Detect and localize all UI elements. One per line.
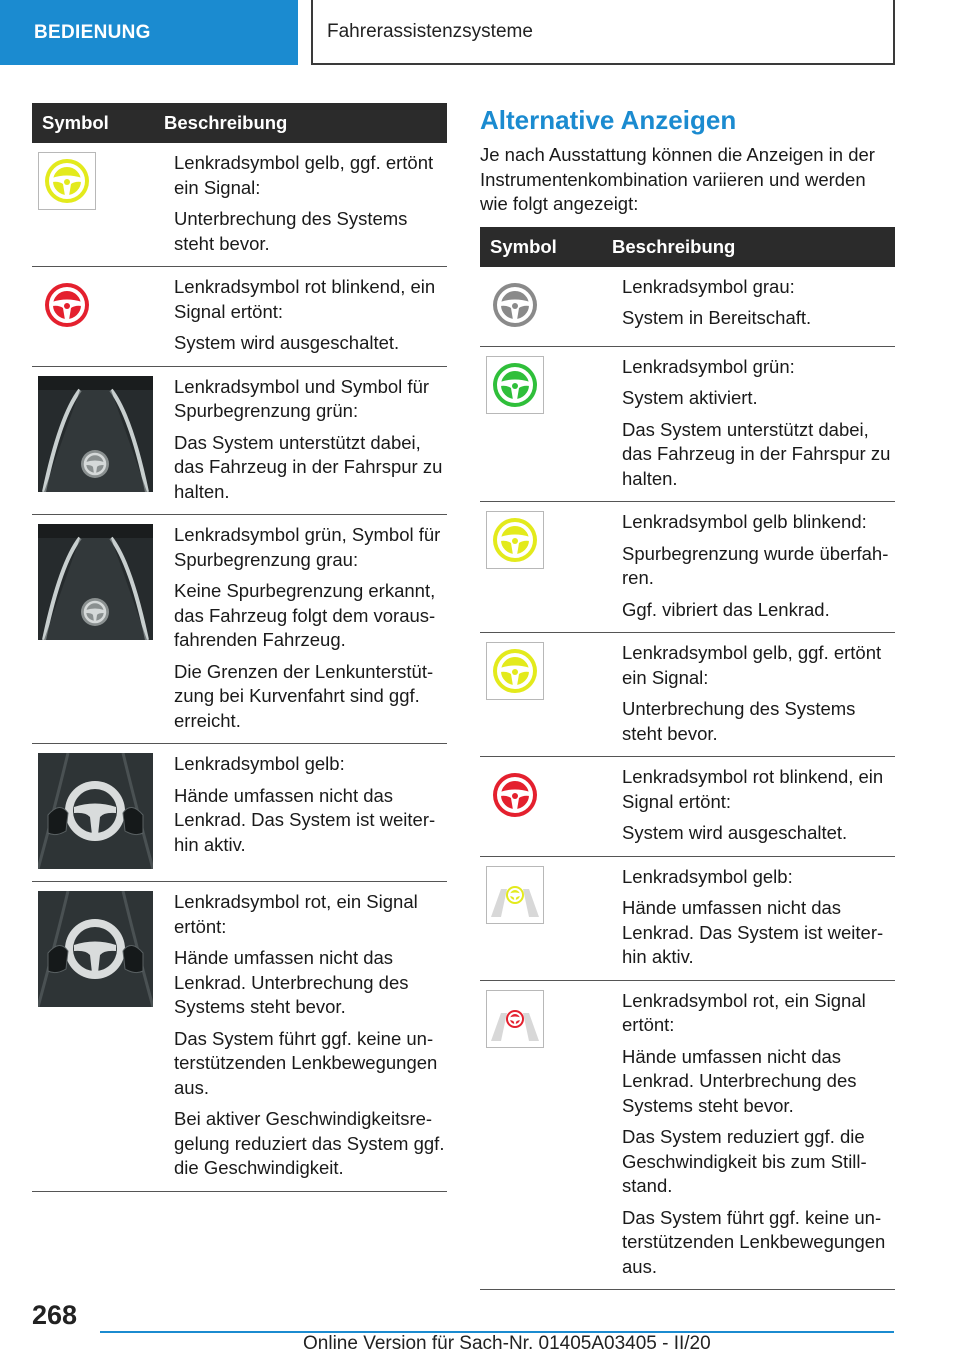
table-row xyxy=(32,744,447,882)
table-row xyxy=(32,515,447,744)
row-description: System wird ausgeschaltet. xyxy=(174,332,400,353)
row-description: Ggf. vibriert das Lenkrad. xyxy=(622,598,830,620)
hands-on-wheel-icon xyxy=(38,753,153,869)
row-description: Lenkradsymbol rot blinkend, ein Signal ertönt: xyxy=(174,276,436,322)
row-description: Spurbegrenzung wurde überfah-ren. xyxy=(622,542,889,588)
row-description: Lenkradsymbol grün: xyxy=(622,355,795,377)
symbol-table-left xyxy=(32,103,447,1192)
table-row xyxy=(32,143,447,267)
symbol-table-right xyxy=(480,227,895,1291)
row-description: Lenkradsymbol rot, ein Signal ertönt: xyxy=(622,989,866,1035)
row-description: Lenkradsymbol rot, ein Signal ertönt: xyxy=(174,891,418,937)
steering-wheel-grey-icon xyxy=(486,276,544,334)
row-description: Lenkradsymbol grün, Symbol für Spurbegrenzung grau: xyxy=(174,524,441,570)
section-tab: BEDIENUNG xyxy=(0,0,298,65)
row-description: System aktiviert. xyxy=(622,387,758,408)
row-description: Lenkradsymbol und Symbol für Spurbegrenzung grün: xyxy=(174,375,430,421)
row-description: Lenkradsymbol gelb: xyxy=(174,753,345,774)
steering-wheel-green-icon xyxy=(486,356,544,414)
table-row xyxy=(480,757,895,857)
hands-on-wheel-red-icon xyxy=(486,990,544,1048)
row-description: Unterbrechung des Systems steht bevor. xyxy=(174,208,408,254)
row-description: Lenkradsymbol grau: xyxy=(622,275,795,297)
row-description: Bei aktiver Geschwindigkeitsre-gelung reduziert das System ggf. die Geschwindigkeit. xyxy=(174,1108,445,1178)
row-description: Hände umfassen nicht das Lenkrad. Unterbrechung des Systems steht bevor. xyxy=(622,1045,857,1116)
row-description: System wird ausgeschaltet. xyxy=(622,822,848,843)
column-header-description: Beschreibung xyxy=(164,103,447,143)
row-description: Lenkradsymbol gelb, ggf. ertönt ein Signal: xyxy=(174,152,434,198)
row-description: System in Bereitschaft. xyxy=(622,307,812,328)
table-row xyxy=(480,980,895,1290)
row-description: Hände umfassen nicht das Lenkrad. Das System ist weiter-hin aktiv. xyxy=(174,784,436,855)
table-row xyxy=(480,346,895,502)
row-description: Das System führt ggf. keine un-terstützenden Lenkbewegungen aus. xyxy=(174,1027,438,1098)
row-description: Lenkradsymbol gelb, ggf. ertönt ein Signal: xyxy=(622,642,882,688)
column-header-symbol: Symbol xyxy=(32,103,164,143)
table-row xyxy=(480,633,895,757)
row-description: Das System reduziert ggf. die Geschwindigkeit bis zum Still-stand. xyxy=(622,1126,867,1196)
column-header-symbol: Symbol xyxy=(480,227,612,267)
row-description: Die Grenzen der Lenkunterstüt-zung bei Kurvenfahrt sind ggf. erreicht. xyxy=(174,660,434,731)
row-description: Hände umfassen nicht das Lenkrad. Das System ist weiter-hin aktiv. xyxy=(622,897,884,967)
right-column xyxy=(480,103,895,1290)
row-description: Hände umfassen nicht das Lenkrad. Unterbrechung des Systems steht bevor. xyxy=(174,947,409,1017)
chapter-header: Fahrerassistenzsysteme xyxy=(311,0,895,65)
hands-on-wheel-yellow-icon xyxy=(486,866,544,924)
row-description: Lenkradsymbol rot blinkend, ein Signal ertönt: xyxy=(622,766,884,812)
footer-text: Online Version für Sach-Nr. 01405A03405 - II/20 xyxy=(303,1333,711,1354)
row-description: Lenkradsymbol gelb: xyxy=(622,865,793,887)
row-description: Das System führt ggf. keine un-terstützenden Lenkbewegungen aus. xyxy=(622,1206,886,1277)
section-title: Alternative Anzeigen xyxy=(480,105,737,135)
intro-text: Je nach Ausstattung können die Anzeigen in der Instrumentenkombination variieren und werden wie folgt angezeigt: xyxy=(480,144,875,214)
table-row xyxy=(32,882,447,1192)
table-row xyxy=(480,502,895,633)
lane-display-steering-wheel-icon xyxy=(38,524,153,640)
steering-wheel-red-icon xyxy=(38,276,96,334)
page-number: 268 xyxy=(32,1300,78,1330)
column-header-description: Beschreibung xyxy=(612,227,895,267)
lane-display-steering-wheel-icon xyxy=(38,376,153,492)
steering-wheel-yellow-icon xyxy=(486,642,544,700)
row-description: Das System unterstützt dabei, das Fahrzeug in der Fahrspur zu halten. xyxy=(174,431,443,502)
steering-wheel-yellow-icon xyxy=(486,511,544,569)
table-row xyxy=(480,856,895,980)
table-row xyxy=(32,267,447,367)
row-description: Das System unterstützt dabei, das Fahrzeug in der Fahrspur zu halten. xyxy=(622,418,891,489)
steering-wheel-red-icon xyxy=(486,766,544,824)
table-row xyxy=(32,366,447,515)
hands-on-wheel-icon xyxy=(38,891,153,1007)
row-description: Keine Spurbegrenzung erkannt, das Fahrzeug folgt dem voraus-fahrenden Fahrzeug. xyxy=(174,580,436,650)
table-row xyxy=(480,267,895,347)
row-description: Unterbrechung des Systems steht bevor. xyxy=(622,698,856,744)
row-description: Lenkradsymbol gelb blinkend: xyxy=(622,511,867,532)
left-column xyxy=(32,103,447,1192)
steering-wheel-yellow-icon xyxy=(38,152,96,210)
